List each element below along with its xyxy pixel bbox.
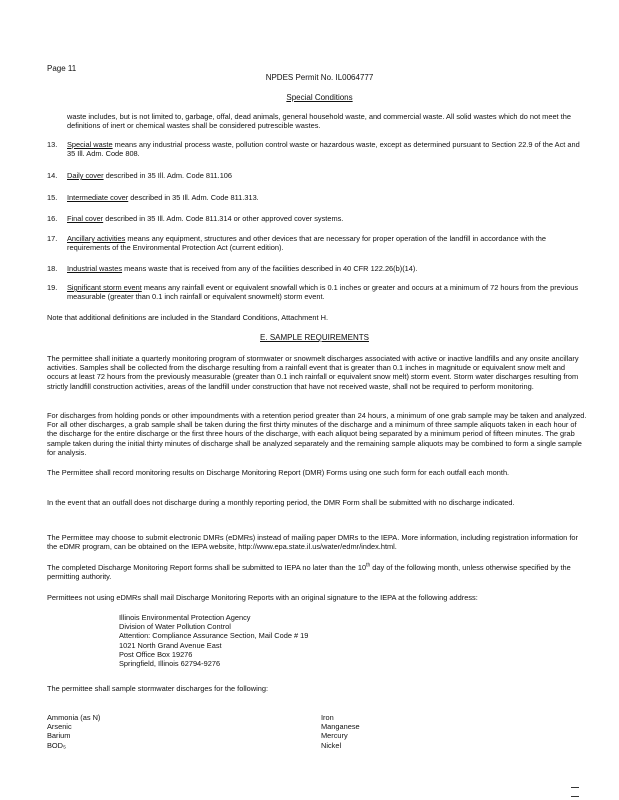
definitions-note: Note that additional definitions are included in the Standard Conditions, Attachment H. <box>47 313 329 322</box>
definition-number: 16. <box>47 214 58 223</box>
address-line: Illinois Environmental Protection Agency <box>119 613 251 622</box>
definition-term: Significant storm event <box>67 283 142 292</box>
page-corner-mark <box>571 781 593 783</box>
parameter-item: Mercury <box>321 731 348 741</box>
definition-term: Ancillary activities <box>67 234 126 243</box>
mailing-address <box>119 613 419 668</box>
definition-text: described in 35 Ill. Adm. Code 811.313. <box>128 193 259 202</box>
address-line: Division of Water Pollution Control <box>119 622 231 632</box>
definition-text: means any rainfall event or equivalent snowfall which is 0.1 inches or greater and occurs at a minimum of 72 hours from the previous measurable (greater than 0.1 inch rainfall or equivalent snowmelt) storm event. <box>67 283 579 302</box>
definition-text: means any equipment, structures and other devices that are necessary for proper operation of the landfill in accordance with the requirements of the Environmental Protection Act (current edition). <box>67 234 547 253</box>
parameter-item: Arsenic <box>47 722 72 732</box>
definition-term: Industrial wastes <box>67 264 123 273</box>
paragraph-quarterly-monitoring: The permittee shall initiate a quarterly monitoring program of stormwater or snowmelt discharges associated with active or inactive landfills and any onsite ancillary activities. Samples shall be collected from the discharge resulting from a rainfall event that is greater than 0.1 inches in magnitude or equivalent snow melt and occurs at least 72 hours from the previously measurable (greater than 0.1 inch rainfall or equivalent snow melt) storm event. Storm water discharges resulting from strictly landfill construction activities, areas of the landfill under construction that have not received waste, shall not be required to perform monitoring. <box>47 354 579 391</box>
definition-number: 15. <box>47 193 58 202</box>
definition-number: 19. <box>47 283 58 292</box>
deadline-text-end: day of the following month, unless otherwise specified by the permitting authority. <box>47 563 571 582</box>
parameter-item: Barium <box>47 731 71 741</box>
paragraph-sample-parameters: The permittee shall sample stormwater discharges for the following: <box>47 684 268 693</box>
section-e-title: E. SAMPLE REQUIREMENTS <box>260 333 369 342</box>
paragraph-dmr-forms: The Permittee shall record monitoring results on Discharge Monitoring Report (DMR) Forms using one such form for each outfall each month. <box>47 468 510 477</box>
paragraph-no-discharge: In the event that an outfall does not discharge during a monthly reporting period, the DMR Form shall be submitted with no discharge indicated. <box>47 498 515 507</box>
parameter-item: BOD₅ <box>47 740 66 750</box>
definition-text: described in 35 Ill. Adm. Code 811.314 or other approved cover systems. <box>103 214 344 223</box>
definition-term: Special waste <box>67 140 113 149</box>
address-line: Springfield, Illinois 62794-9276 <box>119 659 221 669</box>
parameter-item: Nickel <box>321 740 342 750</box>
paragraph-submission-deadline <box>47 563 587 581</box>
special-conditions-heading: Special Conditions <box>286 93 353 102</box>
parameters-right-column <box>321 713 521 750</box>
permit-number: NPDES Permit No. IL0064777 <box>265 73 374 82</box>
definition-term: Daily cover <box>67 171 104 180</box>
definition-number: 17. <box>47 234 58 243</box>
paragraph-edmr: The Permittee may choose to submit electronic DMRs (eDMRs) instead of mailing paper DMRs to the IEPA. More information, including registration information for the eDMR program, can be obtained on the IEPA website, http://www.epa.state.il.us/water/edmr/index.html. <box>47 533 578 552</box>
deadline-text-start: The completed Discharge Monitoring Report forms shall be submitted to IEPA no later than the 10 <box>47 563 367 572</box>
paragraph-mail-address: Permittees not using eDMRs shall mail Discharge Monitoring Reports with an original signature to the IEPA at the following address: <box>47 593 478 602</box>
parameter-item: Iron <box>321 713 334 722</box>
address-line: Post Office Box 19276 <box>119 649 193 659</box>
definition-text: described in 35 Ill. Adm. Code 811.106 <box>103 171 233 180</box>
parameter-item: Manganese <box>321 722 360 732</box>
paragraph-grab-sample: For discharges from holding ponds or other impoundments with a retention period greater than 24 hours, a minimum of one grab sample may be taken and analyzed. For all other discharges, a grab sample shall be taken during the first thirty minutes of the discharge and a minimum of three sample aliquots taken in each hour of the discharge for the entire discharge or the first three hours of the discharge, with each aliquot being separated by a minimum period of fifteen minutes. The grab sample taken during the initial thirty minutes of discharge shall be analyzed separately and the remaining sample aliquots may be combined to form a single sample for analysis. <box>47 411 587 457</box>
definition-text: means any industrial process waste, pollution control waste or hazardous waste, except as determined pursuant to Section 22.9 of the Act and 35 Ill. Adm. Code 808. <box>67 140 580 159</box>
definition-term: Final cover <box>67 214 104 223</box>
address-line: Attention: Compliance Assurance Section, Mail Code # 19 <box>119 631 309 641</box>
definition-number: 18. <box>47 264 58 273</box>
address-line: 1021 North Grand Avenue East <box>119 640 222 650</box>
definition-term: Intermediate cover <box>67 193 129 202</box>
parameter-item: Ammonia (as N) <box>47 713 101 722</box>
definition-continuation: waste includes, but is not limited to, garbage, offal, dead animals, general household waste, and commercial waste. All solid wastes which do not meet the definitions of inert or chemical wastes shall be considered putrescible wastes. <box>67 112 571 131</box>
definition-number: 13. <box>47 140 58 149</box>
deadline-superscript: th <box>366 562 371 569</box>
page-number: Page 11 <box>47 64 77 73</box>
definition-text: means waste that is received from any of the facilities described in 40 CFR 122.26(b)(14). <box>122 264 418 273</box>
definition-number: 14. <box>47 171 58 180</box>
parameters-left-column <box>47 713 247 750</box>
section-e-heading <box>0 333 619 342</box>
